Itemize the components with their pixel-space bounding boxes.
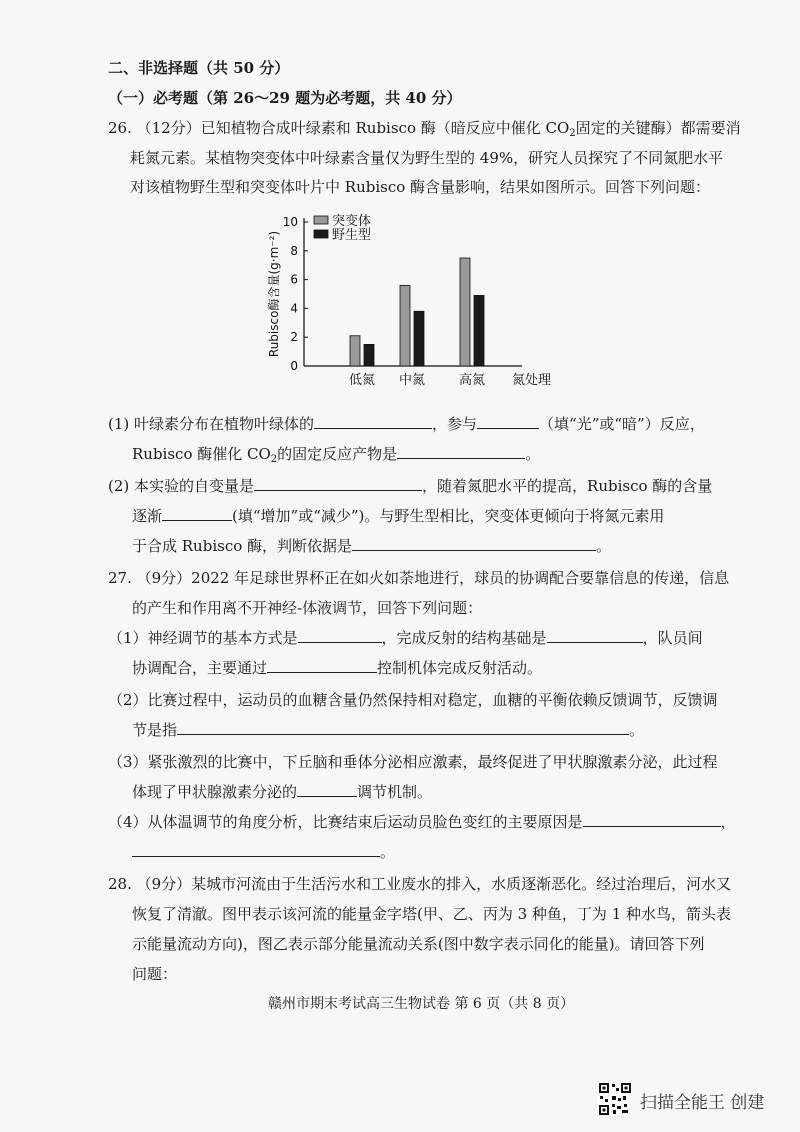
bar-突变体-高氮 xyxy=(460,258,470,366)
chart-legend xyxy=(314,213,371,243)
q28-line2: 恢复了清澈。图甲表示该河流的能量金字塔(甲、乙、丙为 3 种鱼，丁为 1 种水鸟，箭头表 xyxy=(132,905,732,923)
q26-line3: 对该植物野生型和突变体叶片中 Rubisco 酶含量影响，结果如图所示。回答下列问题： xyxy=(130,178,711,196)
q27-part3-line1: （3）紧张激烈的比赛中，下丘脑和垂体分泌相应激素，最终促进了甲状腺激素分泌，此过程 xyxy=(108,753,718,771)
q27-part4-line2: 。 xyxy=(132,842,395,862)
q26-part1-line1: (1) 叶绿素分布在植物叶绿体的 ，参与 （填“光”或“暗”）反应， xyxy=(108,415,705,433)
legend-label: 突变体 xyxy=(332,214,372,229)
legend-swatch xyxy=(314,216,328,224)
answer-blank[interactable] xyxy=(547,628,643,643)
y-tick-label: 6 xyxy=(290,272,298,287)
y-tick-label: 4 xyxy=(290,301,298,316)
x-tick-label: 低氮 xyxy=(348,373,376,388)
x-tick-label: 高氮 xyxy=(458,373,486,388)
q28-line1: 28. （9分）某城市河流由于生活污水和工业废水的排入，水质逐渐恶化。经过治理后，河水又 xyxy=(108,875,732,893)
bar-突变体-低氮 xyxy=(350,336,360,366)
q27-part1-line2: 协调配合，主要通过 控制机体完成反射活动。 xyxy=(132,659,543,677)
chart-bars xyxy=(350,258,484,366)
q26-line2: 耗氮元素。某植物突变体中叶绿素含量仅为野生型的 49%，研究人员探究了不同氮肥水平 xyxy=(130,149,724,167)
bar-野生型-高氮 xyxy=(474,295,484,366)
section-subtitle: （一）必考题（第 26～29 题为必考题，共 40 分） xyxy=(108,89,462,107)
answer-blank[interactable] xyxy=(352,536,596,551)
legend-swatch xyxy=(314,230,328,238)
answer-blank[interactable] xyxy=(297,782,357,797)
answer-blank[interactable] xyxy=(477,414,539,429)
q28-line3: 示能量流动方向)，图乙表示部分能量流动关系(图中数字表示同化的能量)。请回答下列 xyxy=(132,935,705,953)
bar-突变体-中氮 xyxy=(400,285,410,366)
q26-part2-line3: 于合成 Rubisco 酶，判断依据是 。 xyxy=(132,537,612,555)
q27-part2-line2: 节是指 。 xyxy=(132,721,645,739)
q27-line1: 27. （9分）2022 年足球世界杯正在如火如荼地进行，球员的协调配合要靠信息的传递，信息 xyxy=(108,569,730,587)
answer-blank[interactable] xyxy=(132,842,380,857)
answer-blank[interactable] xyxy=(298,628,382,643)
q26-line1: 26. （12分）已知植物合成叶绿素和 Rubisco 酶（暗反应中催化 $CO_2$固定的关键酶）都需要消 xyxy=(108,119,741,139)
q27-part4-line1: （4）从体温调节的角度分析，比赛结束后运动员脸色变红的主要原因是 ， xyxy=(108,813,736,831)
q27-line2: 的产生和作用离不开神经-体液调节，回答下列问题： xyxy=(132,599,483,617)
answer-blank[interactable] xyxy=(583,812,721,827)
bar-野生型-中氮 xyxy=(414,311,424,366)
y-axis-label: Rubisco酶含量(g·m⁻²) xyxy=(267,230,281,358)
qr-code-icon xyxy=(598,1082,632,1116)
x-axis-label: 氮处理 xyxy=(512,373,552,388)
q27-part1-line1: （1）神经调节的基本方式是 ，完成反射的结构基础是 ，队员间 xyxy=(108,629,703,647)
q26-part1-line2: Rubisco 酶催化 $CO_2$的固定反应产物是 。 xyxy=(132,445,541,465)
q28-line4: 问题： xyxy=(132,965,178,983)
q26-part2-line2: 逐渐 (填“增加”或“减少”)。与野生型相比，突变体更倾向于将氮元素用 xyxy=(132,507,665,525)
answer-blank[interactable] xyxy=(177,720,629,735)
y-tick-label: 0 xyxy=(290,359,298,373)
y-tick-label: 2 xyxy=(290,330,298,345)
legend-label: 野生型 xyxy=(332,228,372,243)
section-title: 二、非选择题（共 50 分） xyxy=(108,59,290,77)
answer-blank[interactable] xyxy=(397,444,525,459)
q26-number: 26. xyxy=(108,119,132,137)
page-footer: 赣州市期末考试高三生物试卷 第 6 页（共 8 页） xyxy=(268,996,575,1012)
x-tick-label: 中氮 xyxy=(398,373,426,388)
answer-blank[interactable] xyxy=(314,414,432,429)
y-tick-label: 8 xyxy=(290,243,298,258)
q27-part2-line1: （2）比赛过程中，运动员的血糖含量仍然保持相对稳定，血糖的平衡依赖反馈调节，反馈调 xyxy=(108,691,718,709)
q27-part3-line2: 体现了甲状腺激素分泌的 调节机制。 xyxy=(132,783,433,801)
scanner-watermark: 扫描全能王 创建 xyxy=(640,1093,765,1113)
bar-野生型-低氮 xyxy=(364,344,374,366)
answer-blank[interactable] xyxy=(162,506,232,521)
q26-part2-line1: (2) 本实验的自变量是 ，随着氮肥水平的提高，Rubisco 酶的含量 xyxy=(108,477,713,495)
answer-blank[interactable] xyxy=(267,658,377,673)
answer-blank[interactable] xyxy=(254,476,422,491)
y-tick-label: 10 xyxy=(282,215,298,229)
rubisco-bar-chart xyxy=(262,208,562,398)
